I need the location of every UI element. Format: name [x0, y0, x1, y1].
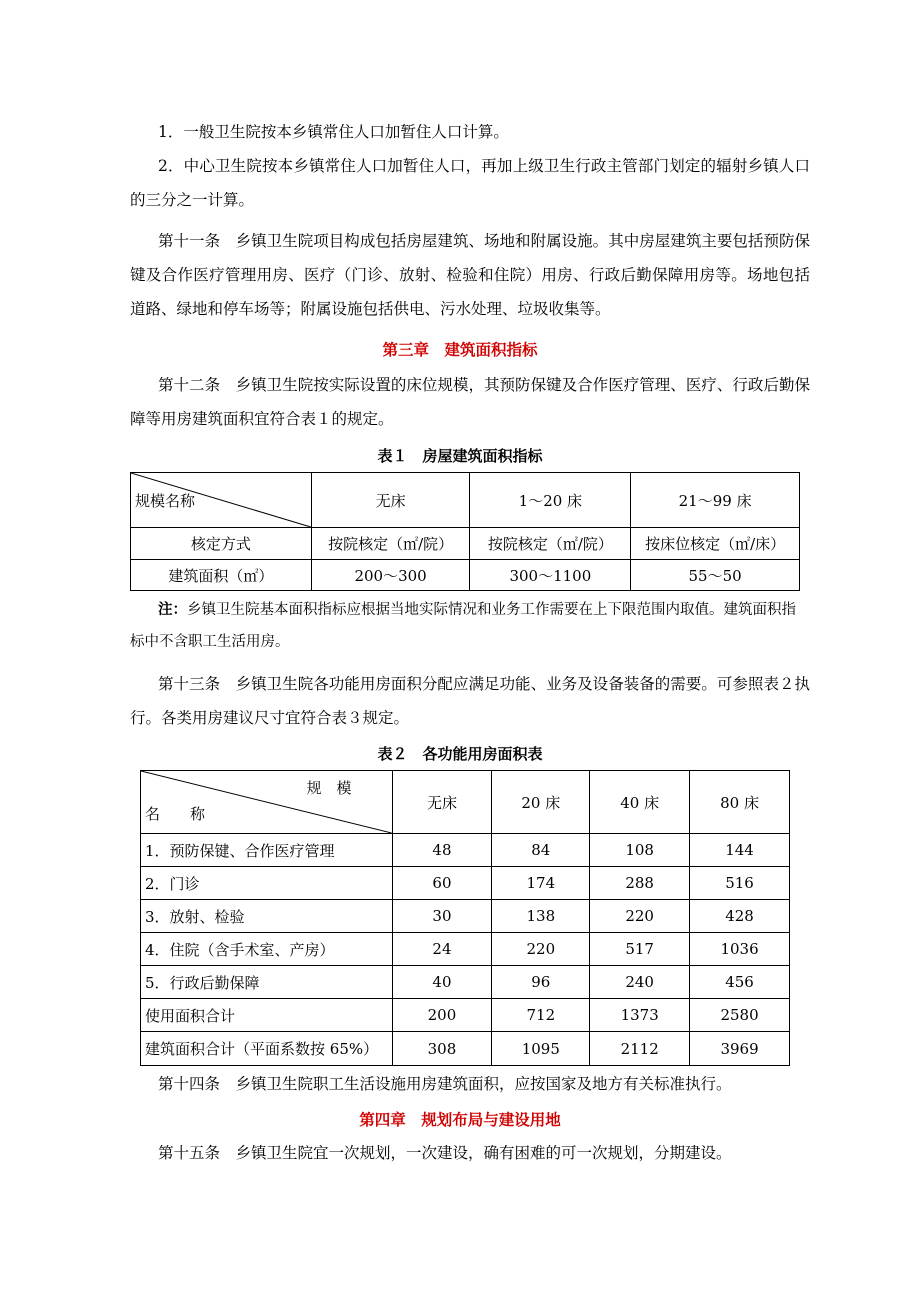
paragraph-1: 1．一般卫生院按本乡镇常住人口加暂住人口计算。: [158, 123, 509, 141]
table-2-row-label: 1．预防保键、合作医疗管理: [141, 834, 393, 867]
table-1-header-cell: [131, 473, 312, 528]
note-label: 注：: [158, 602, 187, 618]
table-cell: 40: [392, 966, 492, 999]
table-2-row-label: 4．住院（含手术室、产房）: [141, 933, 393, 966]
table-cell: 200～300: [311, 560, 470, 591]
table-cell: 308: [392, 1032, 492, 1066]
table-row: [141, 834, 790, 867]
table-1-col-header: 21～99 床: [631, 473, 800, 528]
table-cell: 按院核定（㎡/院）: [311, 528, 470, 560]
table-cell: 1373: [590, 999, 690, 1032]
table-cell: 428: [690, 900, 790, 933]
table-cell: 84: [492, 834, 590, 867]
table-cell: 288: [590, 867, 690, 900]
table-2-col-header: 80 床: [690, 771, 790, 834]
table-cell: 1095: [492, 1032, 590, 1066]
table-cell: 2580: [690, 999, 790, 1032]
table-cell: 24: [392, 933, 492, 966]
table-cell: 3969: [690, 1032, 790, 1066]
table-1-col-header: 无床: [311, 473, 470, 528]
paragraph-article-13: 第十三条 乡镇卫生院各功能用房面积分配应满足功能、业务及设备装备的需要。可参照表２执行。各类用房建议尺寸宜符合表３规定。: [130, 675, 810, 727]
table-cell: 220: [492, 933, 590, 966]
paragraph-article-11: 第十一条 乡镇卫生院项目构成包括房屋建筑、场地和附属设施。其中房屋建筑主要包括预防保键及合作医疗管理用房、医疗（门诊、放射、检验和住院）用房、行政后勤保障用房等。场地包括道路、绿地和停车场等；附属设施包括供电、污水处理、垃圾收集等。: [130, 232, 810, 318]
table-2-row-label: 使用面积合计: [141, 999, 393, 1032]
table-cell: 516: [690, 867, 790, 900]
table-cell: 240: [590, 966, 690, 999]
table-2-row-label: 3．放射、检验: [141, 900, 393, 933]
paragraph-2: 2．中心卫生院按本乡镇常住人口加暂住人口，再加上级卫生行政主管部门划定的辐射乡镇人口的三分之一计算。: [130, 157, 810, 209]
table-1: [130, 472, 800, 591]
table-cell: 60: [392, 867, 492, 900]
table-2-col-header: 40 床: [590, 771, 690, 834]
table-cell: 300～1100: [470, 560, 631, 591]
table-2-header-scale: 规 模: [306, 779, 352, 797]
table-1-row-label: 核定方式: [131, 528, 312, 560]
table-cell: 220: [590, 900, 690, 933]
table-row: [141, 933, 790, 966]
table-cell: 144: [690, 834, 790, 867]
paragraph-article-14: 第十四条 乡镇卫生院职工生活设施用房建筑面积，应按国家及地方有关标准执行。: [158, 1075, 732, 1093]
table-cell: 517: [590, 933, 690, 966]
table-cell: 48: [392, 834, 492, 867]
table-2: [140, 770, 790, 1066]
table-cell: 108: [590, 834, 690, 867]
table-cell: 456: [690, 966, 790, 999]
table-2-header-cell: [141, 771, 393, 834]
table-1-note: [130, 594, 810, 658]
table-cell: 174: [492, 867, 590, 900]
table-2-header-name: 名 称: [145, 805, 206, 823]
table-cell: 30: [392, 900, 492, 933]
table-cell: 200: [392, 999, 492, 1032]
table-cell: 138: [492, 900, 590, 933]
table-cell: 96: [492, 966, 590, 999]
table-cell: 1036: [690, 933, 790, 966]
table-2-row-label: 2．门诊: [141, 867, 393, 900]
table-cell: 按院核定（㎡/院）: [470, 528, 631, 560]
table-cell: 55～50: [631, 560, 800, 591]
table-1-row-label: 建筑面积（㎡）: [131, 560, 312, 591]
table-row: [141, 966, 790, 999]
table-row: [141, 1032, 790, 1066]
table-2-row-label: 建筑面积合计（平面系数按 65%）: [141, 1032, 393, 1066]
table-cell: 712: [492, 999, 590, 1032]
table-2-row-label: 5．行政后勤保障: [141, 966, 393, 999]
table-2-caption: 表２ 各功能用房面积表: [377, 745, 543, 763]
table-1-caption: 表１ 房屋建筑面积指标: [377, 447, 543, 465]
table-row: [141, 999, 790, 1032]
table-1-header-label: 规模名称: [135, 491, 196, 510]
chapter-4-heading: 第四章 规划布局与建设用地: [359, 1111, 561, 1129]
paragraph-article-15: 第十五条 乡镇卫生院宜一次规划，一次建设，确有困难的可一次规划，分期建设。: [158, 1144, 732, 1162]
table-cell: 按床位核定（㎡/床）: [631, 528, 800, 560]
table-2-col-header: 无床: [392, 771, 492, 834]
table-cell: 2112: [590, 1032, 690, 1066]
note-text: 乡镇卫生院基本面积指标应根据当地实际情况和业务工作需要在上下限范围内取值。建筑面积指标中不含职工生活用房。: [130, 602, 796, 650]
chapter-3-heading: 第三章 建筑面积指标: [382, 341, 538, 359]
table-1-col-header: 1～20 床: [470, 473, 631, 528]
paragraph-article-12: 第十二条 乡镇卫生院按实际设置的床位规模，其预防保键及合作医疗管理、医疗、行政后勤保障等用房建筑面积宜符合表１的规定。: [130, 376, 810, 428]
table-row: [141, 900, 790, 933]
table-2-col-header: 20 床: [492, 771, 590, 834]
table-row: [131, 560, 800, 591]
table-row: [131, 528, 800, 560]
table-row: [141, 867, 790, 900]
